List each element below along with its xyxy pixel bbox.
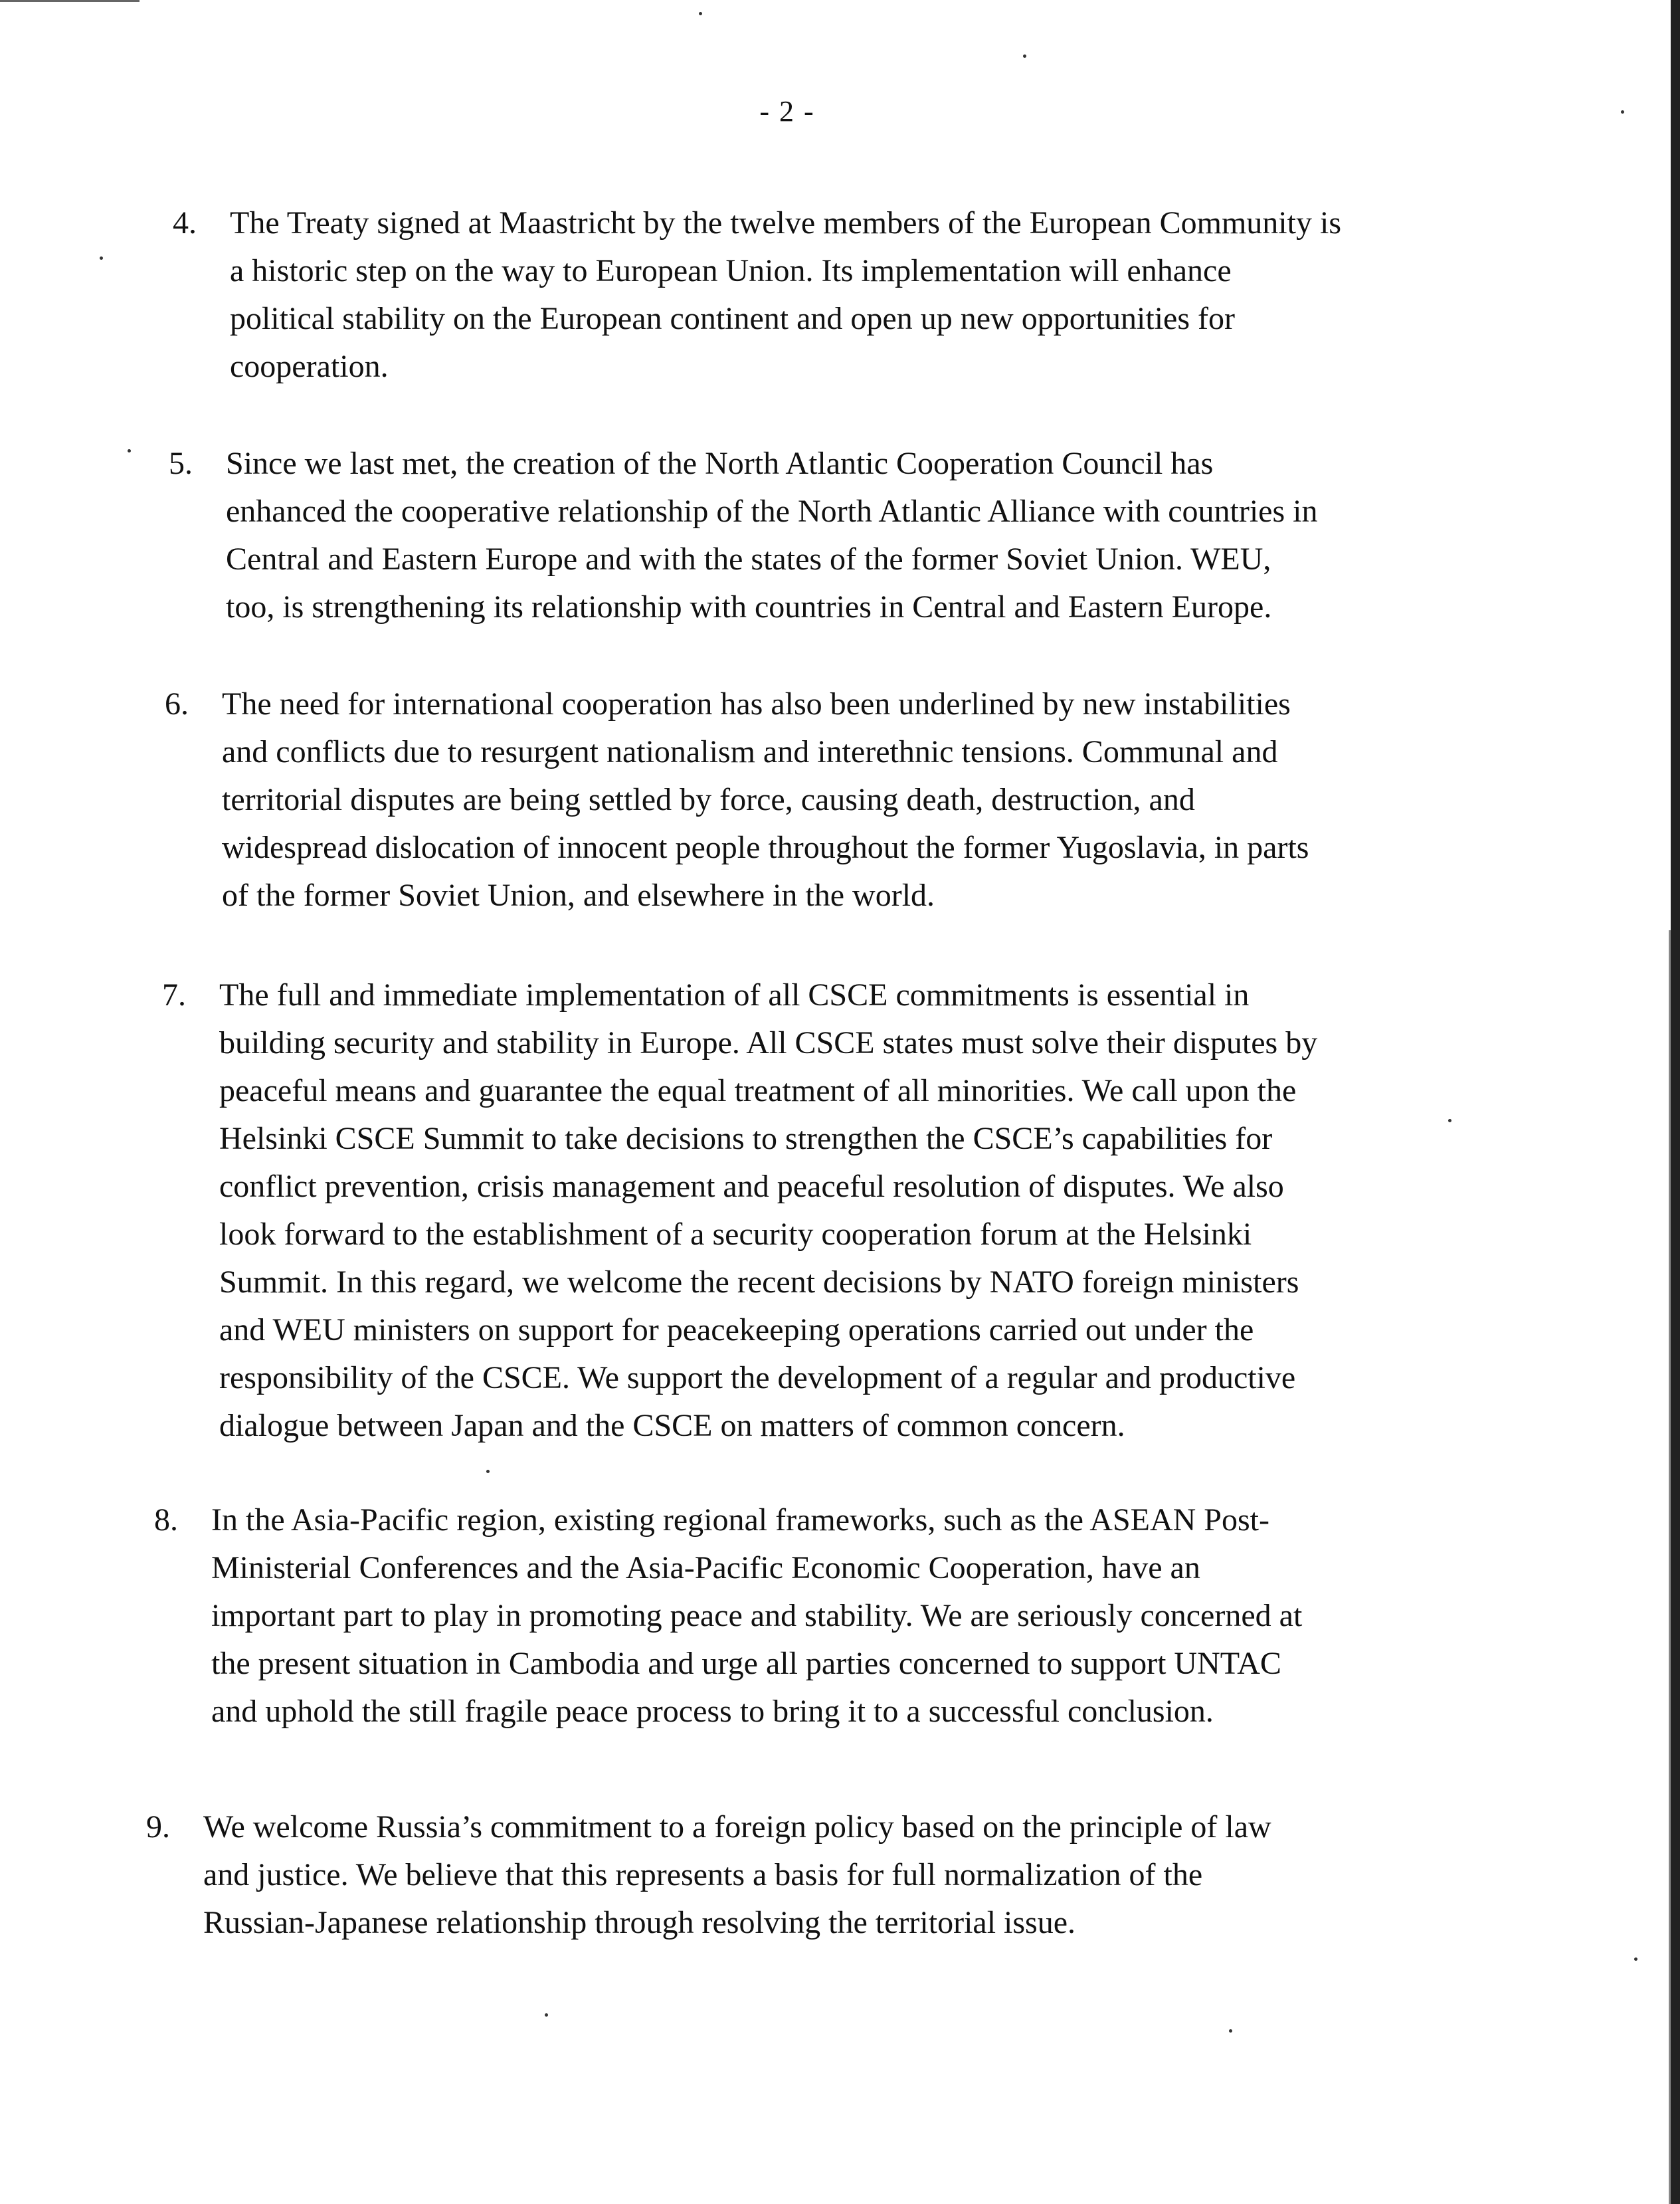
paragraph-4 (173, 199, 1552, 391)
scan-speck (1023, 54, 1026, 58)
scan-speck (486, 1470, 490, 1473)
paragraph-line: Ministerial Conferences and the Asia-Pacific Economic Cooperation, have an (211, 1550, 1200, 1585)
scan-speck (1621, 110, 1624, 114)
paragraph-line: cooperation. (230, 349, 389, 384)
scan-speck (128, 449, 131, 452)
paragraph-line: The need for international cooperation has also been underlined by new instabilities (222, 686, 1291, 722)
paragraph-number: 8. (154, 1502, 178, 1538)
scan-speck (1634, 1957, 1637, 1961)
paragraph-line: and conflicts due to resurgent nationalism and interethnic tensions. Communal and (222, 734, 1278, 769)
paragraph-line: a historic step on the way to European Union. Its implementation will enhance (230, 253, 1232, 288)
paragraph-line: Russian-Japanese relationship through resolving the territorial issue. (203, 1905, 1076, 1940)
paragraph-7 (162, 971, 1541, 1450)
paragraph-line: Central and Eastern Europe and with the states of the former Soviet Union. WEU, (226, 542, 1271, 577)
paragraph-line: political stability on the European continent and open up new opportunities for (230, 301, 1235, 336)
paragraph-line: the present situation in Cambodia and urge all parties concerned to support UNTAC (211, 1646, 1281, 1681)
paragraph-line: dialogue between Japan and the CSCE on matters of common concern. (219, 1408, 1125, 1443)
paragraph-line: conflict prevention, crisis management and peaceful resolution of disputes. We also (219, 1169, 1284, 1204)
scan-speck (699, 12, 702, 15)
paragraph-line: look forward to the establishment of a security cooperation forum at the Helsinki (219, 1217, 1252, 1252)
top-scan-rule (0, 0, 140, 2)
paragraph-line: Summit. In this regard, we welcome the recent decisions by NATO foreign ministers (219, 1264, 1299, 1300)
paragraph-line: important part to play in promoting peace and stability. We are seriously concerned at (211, 1598, 1303, 1633)
paragraph-line: Since we last met, the creation of the North Atlantic Cooperation Council has (226, 446, 1214, 481)
paragraph-line: and justice. We believe that this represents a basis for full normalization of the (203, 1857, 1203, 1892)
paragraph-line: territorial disputes are being settled by force, causing death, destruction, and (222, 782, 1195, 817)
page-number: - 2 - (759, 95, 815, 128)
paragraph-number: 4. (173, 205, 197, 241)
scan-speck (545, 2013, 548, 2017)
paragraph-line: enhanced the cooperative relationship of the North Atlantic Alliance with countries in (226, 494, 1318, 529)
right-scan-edge (1671, 0, 1680, 2204)
scan-speck (100, 256, 103, 260)
paragraph-line: and uphold the still fragile peace process to bring it to a successful conclusion. (211, 1694, 1214, 1729)
paragraph-5 (169, 440, 1548, 631)
paragraph-line: In the Asia-Pacific region, existing regional frameworks, such as the ASEAN Post- (211, 1502, 1269, 1538)
paragraph-number: 6. (165, 686, 189, 722)
scan-speck (1229, 2029, 1232, 2033)
paragraph-number: 9. (146, 1809, 170, 1845)
paragraph-9 (146, 1803, 1525, 1947)
right-scan-edge-inner (1669, 930, 1671, 2204)
paragraph-line: and WEU ministers on support for peacekeeping operations carried out under the (219, 1312, 1254, 1348)
paragraph-8 (154, 1496, 1533, 1736)
paragraph-line: responsibility of the CSCE. We support the development of a regular and productive (219, 1360, 1296, 1395)
paragraph-line: widespread dislocation of innocent people throughout the former Yugoslavia, in parts (222, 830, 1309, 865)
paragraph-line: The Treaty signed at Maastricht by the twelve members of the European Community is (230, 205, 1341, 241)
paragraph-line: too, is strengthening its relationship with countries in Central and Eastern Europe. (226, 589, 1272, 625)
paragraph-line: We welcome Russia’s commitment to a foreign policy based on the principle of law (203, 1809, 1271, 1845)
paragraph-line: The full and immediate implementation of all CSCE commitments is essential in (219, 977, 1250, 1013)
paragraph-line: peaceful means and guarantee the equal treatment of all minorities. We call upon the (219, 1073, 1297, 1108)
paragraph-line: of the former Soviet Union, and elsewhere in the world. (222, 878, 935, 913)
paragraph-line: building security and stability in Europe. All CSCE states must solve their disputes by (219, 1025, 1318, 1060)
paragraph-number: 5. (169, 446, 193, 481)
paragraph-6 (165, 680, 1544, 920)
paragraph-number: 7. (162, 977, 186, 1013)
paragraph-line: Helsinki CSCE Summit to take decisions to strengthen the CSCE’s capabilities for (219, 1121, 1273, 1156)
